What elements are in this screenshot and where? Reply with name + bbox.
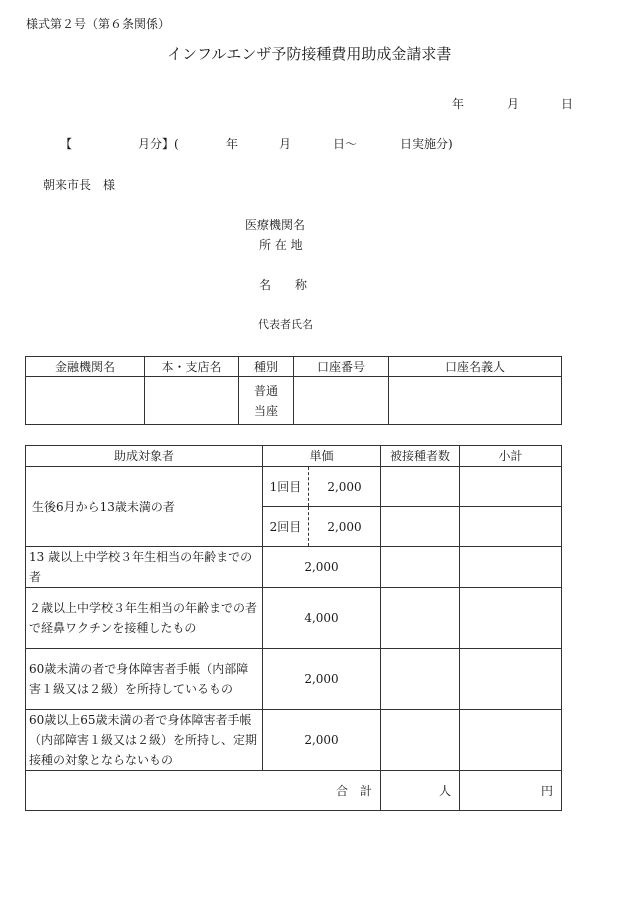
date-day: 日 <box>561 97 574 111</box>
total-yen-cell[interactable]: 円 <box>460 771 562 811</box>
branch-name-header: 本・支店名 <box>145 357 239 377</box>
subject-row-5: 60歳以上65歳未満の者で身体障害者手帳（内部障害１級又は２級）を所持し、定期接種の対象とならないもの <box>26 710 263 771</box>
dose2-subtotal-cell[interactable] <box>460 507 562 547</box>
period-bracket-open: 【 <box>60 137 73 151</box>
dose2-price: 2,000 <box>309 507 381 547</box>
account-number-cell[interactable] <box>294 377 389 425</box>
dose2-count-cell[interactable] <box>381 507 460 547</box>
price-row-2: 2,000 <box>263 547 381 588</box>
price-row-4: 2,000 <box>263 649 381 710</box>
subject-row-1: 生後6月から13歳未満の者 <box>26 467 263 547</box>
subtotal-cell-row-2[interactable] <box>460 547 562 588</box>
dose1-price: 2,000 <box>309 467 381 507</box>
bank-name-cell[interactable] <box>26 377 145 425</box>
account-type-ordinary: 普通 <box>253 383 278 398</box>
form-number: 様式第２号（第６条関係） <box>26 17 171 31</box>
subtotal-header: 小計 <box>460 446 562 467</box>
unit-price-header: 単価 <box>263 446 381 467</box>
period-month: 月 <box>279 137 292 151</box>
period-year: 年 <box>226 137 239 151</box>
subtotal-cell-row-3[interactable] <box>460 588 562 649</box>
institution-name2-label: 名 称 <box>259 278 308 292</box>
subject-row-2: 13 歳以上中学校３年生相当の年齢までの者 <box>26 547 263 588</box>
period-day-to: 日～ <box>333 137 358 151</box>
bank-name-header: 金融機関名 <box>26 357 145 377</box>
count-cell-row-4[interactable] <box>381 649 460 710</box>
bank-account-table <box>25 356 562 425</box>
institution-address-label: 所 在 地 <box>259 238 303 252</box>
account-type-header: 種別 <box>239 357 294 377</box>
account-number-header: 口座番号 <box>294 357 389 377</box>
account-type-cell[interactable] <box>239 377 294 425</box>
account-type-current: 当座 <box>253 403 278 418</box>
dose1-label: 1回目 <box>263 467 309 507</box>
total-persons-cell[interactable]: 人 <box>381 771 460 811</box>
subtotal-cell-row-4[interactable] <box>460 649 562 710</box>
total-label: 合 計 <box>26 771 381 811</box>
subject-header: 助成対象者 <box>26 446 263 467</box>
account-holder-header: 口座名義人 <box>389 357 562 377</box>
dose2-label: 2回目 <box>263 507 309 547</box>
price-row-3: 4,000 <box>263 588 381 649</box>
account-holder-cell[interactable] <box>389 377 562 425</box>
price-row-5: 2,000 <box>263 710 381 771</box>
period-month-part: 月分】( <box>138 137 179 151</box>
institution-name-label: 医療機関名 <box>245 218 306 232</box>
document-title: インフルエンザ予防接種費用助成金請求書 <box>167 45 452 63</box>
date-month: 月 <box>507 97 520 111</box>
subtotal-cell-row-5[interactable] <box>460 710 562 771</box>
date-year: 年 <box>452 97 465 111</box>
dose1-subtotal-cell[interactable] <box>460 467 562 507</box>
count-cell-row-5[interactable] <box>381 710 460 771</box>
count-cell-row-3[interactable] <box>381 588 460 649</box>
representative-label: 代表者氏名 <box>258 318 313 331</box>
count-cell-row-2[interactable] <box>381 547 460 588</box>
count-header: 被接種者数 <box>381 446 460 467</box>
subject-row-4: 60歳未満の者で身体障害者手帳（内部障害１級又は２級）を所持しているもの <box>26 649 263 710</box>
branch-name-cell[interactable] <box>145 377 239 425</box>
subject-row-3: ２歳以上中学校３年生相当の年齢までの者で経鼻ワクチンを接種したもの <box>26 588 263 649</box>
subsidy-table <box>25 445 562 811</box>
period-day-done: 日実施分) <box>400 137 453 151</box>
dose1-count-cell[interactable] <box>381 467 460 507</box>
addressee: 朝来市長 様 <box>43 178 116 192</box>
